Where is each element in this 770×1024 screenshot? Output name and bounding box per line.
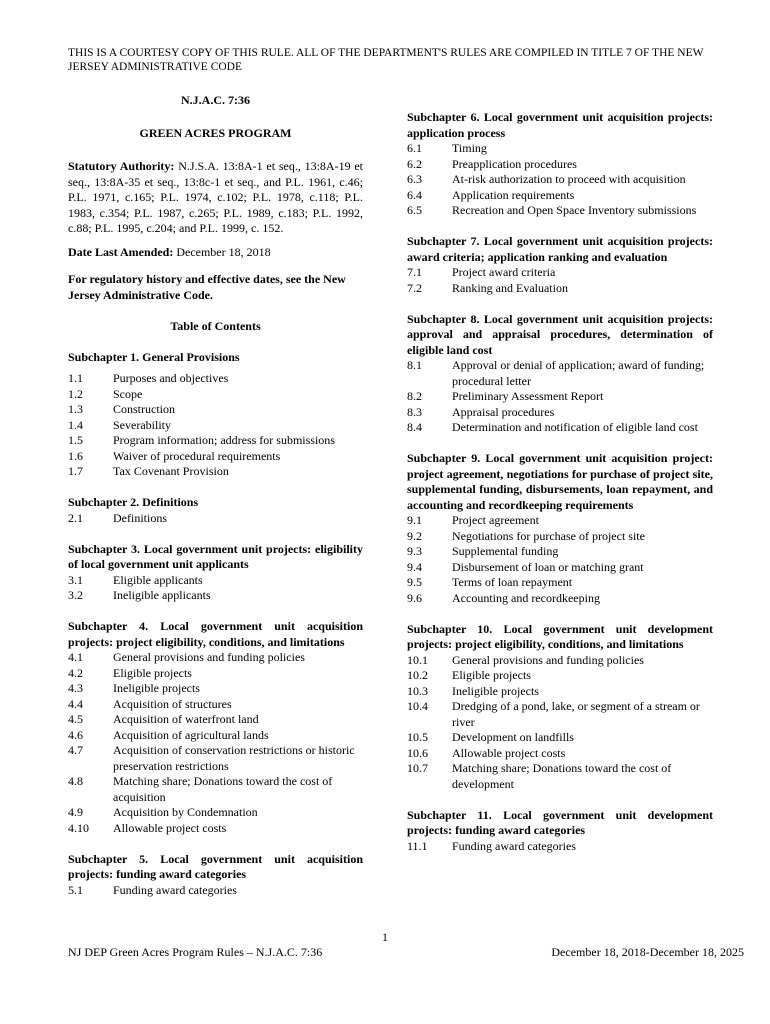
toc-subchapter: [68, 542, 363, 604]
section-title: Acquisition by Condemnation: [113, 805, 258, 819]
toc-right-list: [407, 110, 713, 854]
rule-title: GREEN ACRES PROGRAM: [139, 126, 292, 140]
toc-section-row: [68, 666, 363, 682]
toc-subchapter: [407, 110, 713, 219]
section-number: 10.2: [407, 668, 428, 682]
subchapter-heading: Subchapter 2. Definitions: [68, 495, 199, 509]
section-number: 9.1: [407, 513, 422, 527]
section-number: 9.5: [407, 575, 422, 589]
section-title: Disbursement of loan or matching grant: [452, 559, 644, 574]
toc-section-row: [407, 265, 713, 281]
toc-subchapter: [68, 619, 363, 836]
subchapter-heading: Subchapter 11. Local government unit development projects: funding award categories: [407, 807, 713, 837]
toc-section-row: [68, 712, 363, 728]
section-title: Project award criteria: [452, 265, 556, 279]
section-title: Funding award categories: [452, 838, 576, 853]
toc-section-row: [407, 544, 713, 560]
toc-section-row: [407, 684, 713, 700]
section-title: Ineligible applicants: [113, 588, 211, 602]
toc-section-row: [68, 371, 363, 387]
toc-section-row: [68, 728, 363, 744]
toc-section-row: [68, 774, 363, 805]
section-title: General provisions and funding policies: [113, 650, 305, 664]
toc-section-row: [407, 172, 713, 188]
section-number: 6.1: [407, 141, 422, 155]
section-title: At-risk authorization to proceed with acquisition: [452, 172, 686, 186]
section-title: Funding award categories: [113, 882, 237, 897]
section-title: Allowable project costs: [452, 745, 566, 760]
section-number: 4.2: [68, 665, 83, 680]
section-number: 4.8: [68, 774, 83, 788]
amended-value: December 18, 2018: [173, 244, 271, 259]
section-title: Determination and notification of eligible land cost: [452, 420, 698, 434]
section-number: 3.2: [68, 588, 83, 602]
toc-subchapter: [407, 622, 713, 793]
section-title: Preapplication procedures: [452, 156, 577, 171]
section-title: Matching share; Donations toward the cost of acquisition: [113, 774, 333, 804]
toc-section-row: [407, 591, 713, 607]
toc-subchapter: [68, 495, 363, 526]
toc-section-row: [407, 389, 713, 405]
section-number: 9.3: [407, 544, 422, 558]
toc-section-row: [407, 203, 713, 219]
subchapter-heading: Subchapter 1. General Provisions: [68, 349, 240, 364]
toc-section-row: [68, 402, 363, 418]
toc-section-row: [407, 839, 713, 855]
toc-section-row: [407, 761, 713, 792]
authority-text: N.J.S.A. 13:8A-1 et seq., 13:8A-19 et seq., 13:8A-35 et seq., 13:8c-1 et seq., and P.L. 1961, c.46; P.L. 1971, c.165; P.L. 1974, c.102; P.L. 1978, c.118; P.L. 1983, c.354; P.L. 1987, c.265; P.L. 1989, c.183; P.L. 1992, c.88; P.L. 1995, c.204; and P.L. 1999, c. 152.: [68, 159, 364, 235]
toc-section-row: [68, 433, 363, 449]
section-title: Project agreement: [452, 513, 539, 527]
section-number: 5.1: [68, 882, 83, 897]
section-number: 1.5: [68, 433, 83, 447]
section-title: Eligible applicants: [113, 572, 203, 587]
section-number: 4.6: [68, 727, 83, 742]
toc-subchapter: [68, 350, 363, 480]
section-number: 1.1: [68, 371, 83, 385]
section-title: Recreation and Open Space Inventory submissions: [452, 203, 697, 217]
section-title: Program information; address for submissions: [113, 433, 335, 447]
section-number: 4.7: [68, 743, 83, 757]
section-title: Approval or denial of application; award of funding; procedural letter: [452, 358, 705, 388]
left-column: [68, 93, 363, 898]
section-title: Purposes and objectives: [113, 371, 229, 385]
section-number: 10.1: [407, 652, 428, 667]
toc-section-row: [407, 358, 713, 389]
section-title: Ranking and Evaluation: [452, 280, 568, 295]
toc-section-row: [407, 281, 713, 297]
section-number: 11.1: [407, 838, 428, 853]
toc-title: Table of Contents: [170, 318, 261, 333]
section-title: Acquisition of structures: [113, 696, 232, 711]
toc-subchapter: [68, 852, 363, 899]
section-number: 1.2: [68, 386, 83, 401]
toc-section-row: [68, 588, 363, 604]
section-number: 10.5: [407, 730, 428, 744]
toc-section-row: [407, 188, 713, 204]
subchapter-heading: Subchapter 7. Local government unit acquisition projects: award criteria; application ranking and evaluation: [407, 234, 713, 264]
section-number: 10.6: [407, 745, 428, 760]
toc-section-row: [407, 699, 713, 730]
toc-section-row: [68, 418, 363, 434]
section-number: 9.6: [407, 590, 422, 605]
authority-label: Statutory Authority:: [68, 159, 175, 173]
section-number: 6.3: [407, 172, 422, 186]
section-title: Preliminary Assessment Report: [452, 389, 604, 403]
section-number: 1.3: [68, 402, 83, 416]
section-title: Ineligible projects: [113, 681, 200, 695]
toc-section-row: [407, 405, 713, 421]
toc-section-row: [407, 730, 713, 746]
section-number: 4.5: [68, 712, 83, 726]
toc-section-row: [68, 511, 363, 527]
section-title: Terms of loan repayment: [452, 575, 573, 589]
section-title: Construction: [113, 402, 175, 416]
section-title: Waiver of procedural requirements: [113, 448, 281, 463]
section-title: Matching share; Donations toward the cost of development: [452, 761, 672, 791]
section-number: 10.4: [407, 699, 428, 713]
toc-section-row: [68, 697, 363, 713]
toc-section-row: [407, 513, 713, 529]
section-title: Timing: [452, 141, 487, 155]
toc-section-row: [68, 743, 363, 774]
section-title: Dredging of a pond, lake, or segment of a stream or river: [452, 699, 700, 729]
section-title: Development on landfills: [452, 730, 574, 744]
history-note: For regulatory history and effective dates, see the New Jersey Administrative Code.: [68, 272, 346, 302]
section-number: 6.4: [407, 187, 422, 202]
courtesy-notice: THIS IS A COURTESY COPY OF THIS RULE. ALL OF THE DEPARTMENT'S RULES ARE COMPILED IN TITLE 7 OF THE NEW JERSEY ADMINISTRATIVE CODE: [68, 47, 704, 73]
toc-subchapter: [407, 808, 713, 855]
section-number: 8.2: [407, 389, 422, 403]
section-title: Scope: [113, 386, 143, 401]
section-number: 1.6: [68, 448, 83, 463]
toc-section-row: [407, 420, 713, 436]
section-number: 4.1: [68, 650, 83, 664]
section-number: 7.1: [407, 265, 422, 279]
toc-section-row: [407, 575, 713, 591]
section-title: Ineligible projects: [452, 683, 539, 698]
section-title: Negotiations for purchase of project site: [452, 528, 645, 543]
section-title: Supplemental funding: [452, 544, 559, 558]
toc-section-row: [407, 668, 713, 684]
toc-section-row: [407, 157, 713, 173]
section-title: Application requirements: [452, 187, 575, 202]
section-title: Severability: [113, 417, 171, 432]
toc-section-row: [68, 387, 363, 403]
section-number: 7.2: [407, 280, 422, 295]
toc-subchapter: [407, 312, 713, 436]
section-number: 1.4: [68, 417, 83, 432]
date-last-amended: [68, 245, 363, 261]
section-number: 4.4: [68, 696, 83, 711]
section-number: 4.9: [68, 805, 83, 819]
section-number: 9.2: [407, 528, 422, 543]
toc-subchapter: [407, 451, 713, 606]
section-number: 6.2: [407, 156, 422, 171]
section-title: Tax Covenant Provision: [113, 464, 229, 478]
amended-label: Date Last Amended:: [68, 244, 174, 259]
right-column: [407, 110, 713, 854]
footer-right: December 18, 2018-December 18, 2025: [551, 945, 744, 959]
toc-section-row: [68, 805, 363, 821]
section-number: 8.4: [407, 420, 422, 434]
section-number: 2.1: [68, 510, 83, 525]
toc-section-row: [407, 141, 713, 157]
section-title: Eligible projects: [113, 665, 192, 680]
toc-section-row: [407, 529, 713, 545]
toc-section-row: [68, 464, 363, 480]
section-title: Accounting and recordkeeping: [452, 590, 600, 605]
section-number: 8.3: [407, 404, 422, 419]
toc-subchapter: [407, 234, 713, 296]
section-number: 4.3: [68, 681, 83, 695]
page-number: 1: [382, 930, 388, 944]
subchapter-heading: Subchapter 6. Local government unit acquisition projects: application process: [407, 110, 713, 140]
section-title: General provisions and funding policies: [452, 652, 644, 667]
toc-section-row: [407, 653, 713, 669]
section-number: 6.5: [407, 203, 422, 217]
subchapter-heading: Subchapter 8. Local government unit acquisition projects: approval and appraisal procedures, determination of eligible land cost: [407, 311, 713, 357]
section-number: 10.3: [407, 683, 428, 698]
toc-section-row: [407, 560, 713, 576]
section-number: 10.7: [407, 761, 428, 775]
subchapter-heading: Subchapter 10. Local government unit development projects: project eligibility, conditions, and limitations: [407, 621, 713, 651]
subchapter-heading: Subchapter 3. Local government unit projects: eligibility of local government unit applicants: [68, 541, 363, 571]
toc-section-row: [68, 681, 363, 697]
section-title: Appraisal procedures: [452, 404, 555, 419]
section-number: 3.1: [68, 572, 83, 587]
section-title: Allowable project costs: [113, 820, 227, 835]
section-number: 4.10: [68, 820, 89, 835]
footer-left: NJ DEP Green Acres Program Rules – N.J.A.C. 7:36: [68, 945, 323, 959]
section-number: 8.1: [407, 358, 422, 372]
toc-section-row: [68, 573, 363, 589]
toc-section-row: [68, 650, 363, 666]
statutory-authority: [68, 159, 363, 237]
section-title: Acquisition of waterfront land: [113, 712, 259, 726]
toc-section-row: [407, 746, 713, 762]
section-title: Eligible projects: [452, 668, 531, 682]
section-title: Definitions: [113, 510, 167, 525]
section-title: Acquisition of conservation restrictions or historic preservation restrictions: [113, 743, 355, 773]
toc-section-row: [68, 449, 363, 465]
subchapter-heading: Subchapter 9. Local government unit acquisition project: project agreement, negotiations for purchase of project site, supplemental funding, disbursements, loan repayment, and accounting and recordkeeping requirements: [407, 451, 713, 512]
toc-section-row: [68, 821, 363, 837]
section-title: Acquisition of agricultural lands: [113, 727, 269, 742]
subchapter-heading: Subchapter 5. Local government unit acquisition projects: funding award categories: [68, 851, 363, 881]
toc-left-list: [68, 350, 363, 899]
subchapter-heading: Subchapter 4. Local government unit acquisition projects: project eligibility, conditions, and limitations: [68, 619, 363, 649]
section-number: 1.7: [68, 464, 83, 478]
section-number: 9.4: [407, 559, 422, 574]
toc-section-row: [68, 883, 363, 899]
rule-code: N.J.A.C. 7:36: [181, 93, 250, 107]
